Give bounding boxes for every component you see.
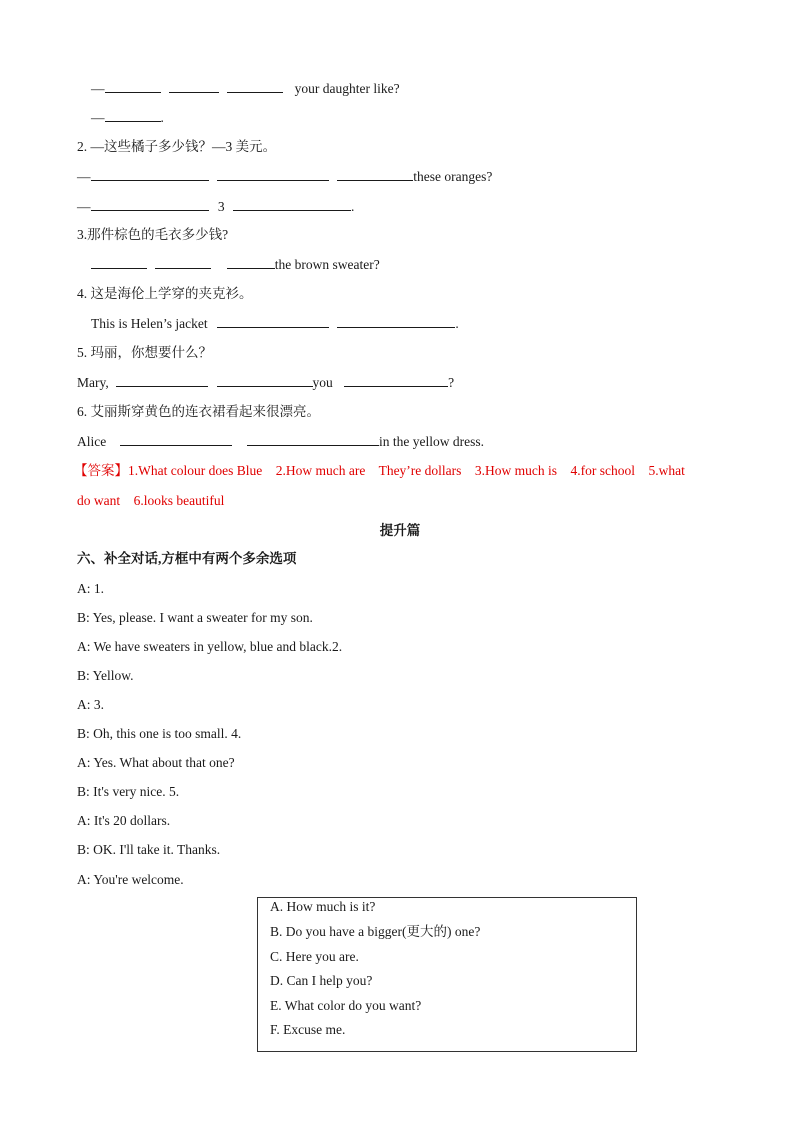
sentence-text: you: [312, 375, 333, 390]
sentence-text: these oranges?: [413, 169, 493, 184]
blank-field[interactable]: [91, 255, 147, 269]
q6-answer-line: [77, 432, 484, 451]
q2-prompt: 2. —这些橘子多少钱？—3 美元。: [77, 139, 277, 154]
blank-field[interactable]: [227, 255, 275, 269]
dialogue-line: A: It's 20 dollars.: [77, 813, 171, 828]
blank-field[interactable]: [217, 314, 329, 328]
question-mark: ?: [448, 375, 455, 390]
option-item: A. How much is it?: [270, 899, 376, 914]
period: .: [160, 110, 164, 125]
blank-field[interactable]: [91, 197, 209, 211]
blank-field[interactable]: [337, 167, 413, 181]
sentence-text: This is Helen’s jacket: [91, 316, 208, 331]
answer-key-line: [74, 462, 685, 480]
q3-prompt: 3.那件棕色的毛衣多少钱?: [77, 227, 229, 242]
section-title: 提升篇: [379, 523, 421, 538]
dialogue-line: A: 3.: [77, 697, 104, 712]
blank-field[interactable]: [155, 255, 211, 269]
q4-prompt: 4. 这是海伦上学穿的夹克衫。: [77, 286, 253, 301]
answer-text: 1.What colour does Blue 2.How much are They’re dollars 3.How much is 4.for school 5.what: [128, 463, 685, 478]
period: .: [455, 316, 459, 331]
sentence-text: Alice: [77, 434, 107, 449]
dialogue-line: A: 1.: [77, 581, 104, 596]
dash: —: [91, 81, 105, 96]
blank-field[interactable]: [217, 373, 313, 387]
dash: —: [77, 199, 91, 214]
dash: —: [77, 169, 91, 184]
answer-label: 【答案】: [74, 463, 128, 478]
blank-field[interactable]: [91, 167, 209, 181]
blank-field[interactable]: [120, 432, 232, 446]
q6-prompt: 6. 艾丽斯穿黄色的连衣裙看起来很漂亮。: [77, 404, 320, 419]
option-item: B. Do you have a bigger(更大的) one?: [270, 924, 481, 939]
sentence-text: in the yellow dress.: [379, 434, 484, 449]
number: 3: [217, 199, 225, 214]
option-item: D. Can I help you?: [270, 973, 373, 988]
options-box: [257, 897, 637, 1052]
dialogue-line: B: Yes, please. I want a sweater for my son.: [77, 610, 313, 625]
dialogue-line: B: Yellow.: [77, 668, 134, 683]
q5-answer-line: [77, 373, 454, 392]
q2-answer-line: [77, 167, 492, 186]
blank-field[interactable]: [344, 373, 448, 387]
option-item: F. Excuse me.: [270, 1022, 346, 1037]
q1-reply-line: [91, 108, 164, 127]
blank-field[interactable]: [247, 432, 379, 446]
q2-reply-line: [77, 197, 354, 216]
blank-field[interactable]: [105, 108, 161, 122]
dialogue-line: B: Oh, this one is too small. 4.: [77, 726, 242, 741]
answer-key-line-2: do want 6.looks beautiful: [77, 493, 225, 508]
dialogue-line: A: Yes. What about that one?: [77, 755, 235, 770]
dialogue-line: A: You're welcome.: [77, 872, 184, 887]
dialogue-line: B: OK. I'll take it. Thanks.: [77, 842, 221, 857]
q5-prompt: 5. 玛丽，你想要什么？: [77, 345, 212, 360]
dash: —: [91, 110, 105, 125]
blank-field[interactable]: [169, 79, 219, 93]
q1-answer-line: [91, 79, 400, 98]
sentence-text: your daughter like?: [294, 81, 400, 96]
blank-field[interactable]: [337, 314, 455, 328]
blank-field[interactable]: [233, 197, 351, 211]
sentence-text: the brown sweater?: [274, 257, 380, 272]
option-item: C. Here you are.: [270, 949, 359, 964]
q4-answer-line: [91, 314, 459, 333]
dialogue-line: A: We have sweaters in yellow, blue and black.2.: [77, 639, 343, 654]
sentence-text: Mary,: [77, 375, 109, 390]
blank-field[interactable]: [217, 167, 329, 181]
blank-field[interactable]: [105, 79, 161, 93]
exercise-heading: 六、补全对话,方框中有两个多余选项: [77, 551, 297, 566]
blank-field[interactable]: [227, 79, 283, 93]
dialogue-line: B: It's very nice. 5.: [77, 784, 180, 799]
blank-field[interactable]: [116, 373, 208, 387]
period: .: [351, 199, 355, 214]
q3-answer-line: [91, 255, 380, 274]
option-item: E. What color do you want?: [270, 998, 422, 1013]
